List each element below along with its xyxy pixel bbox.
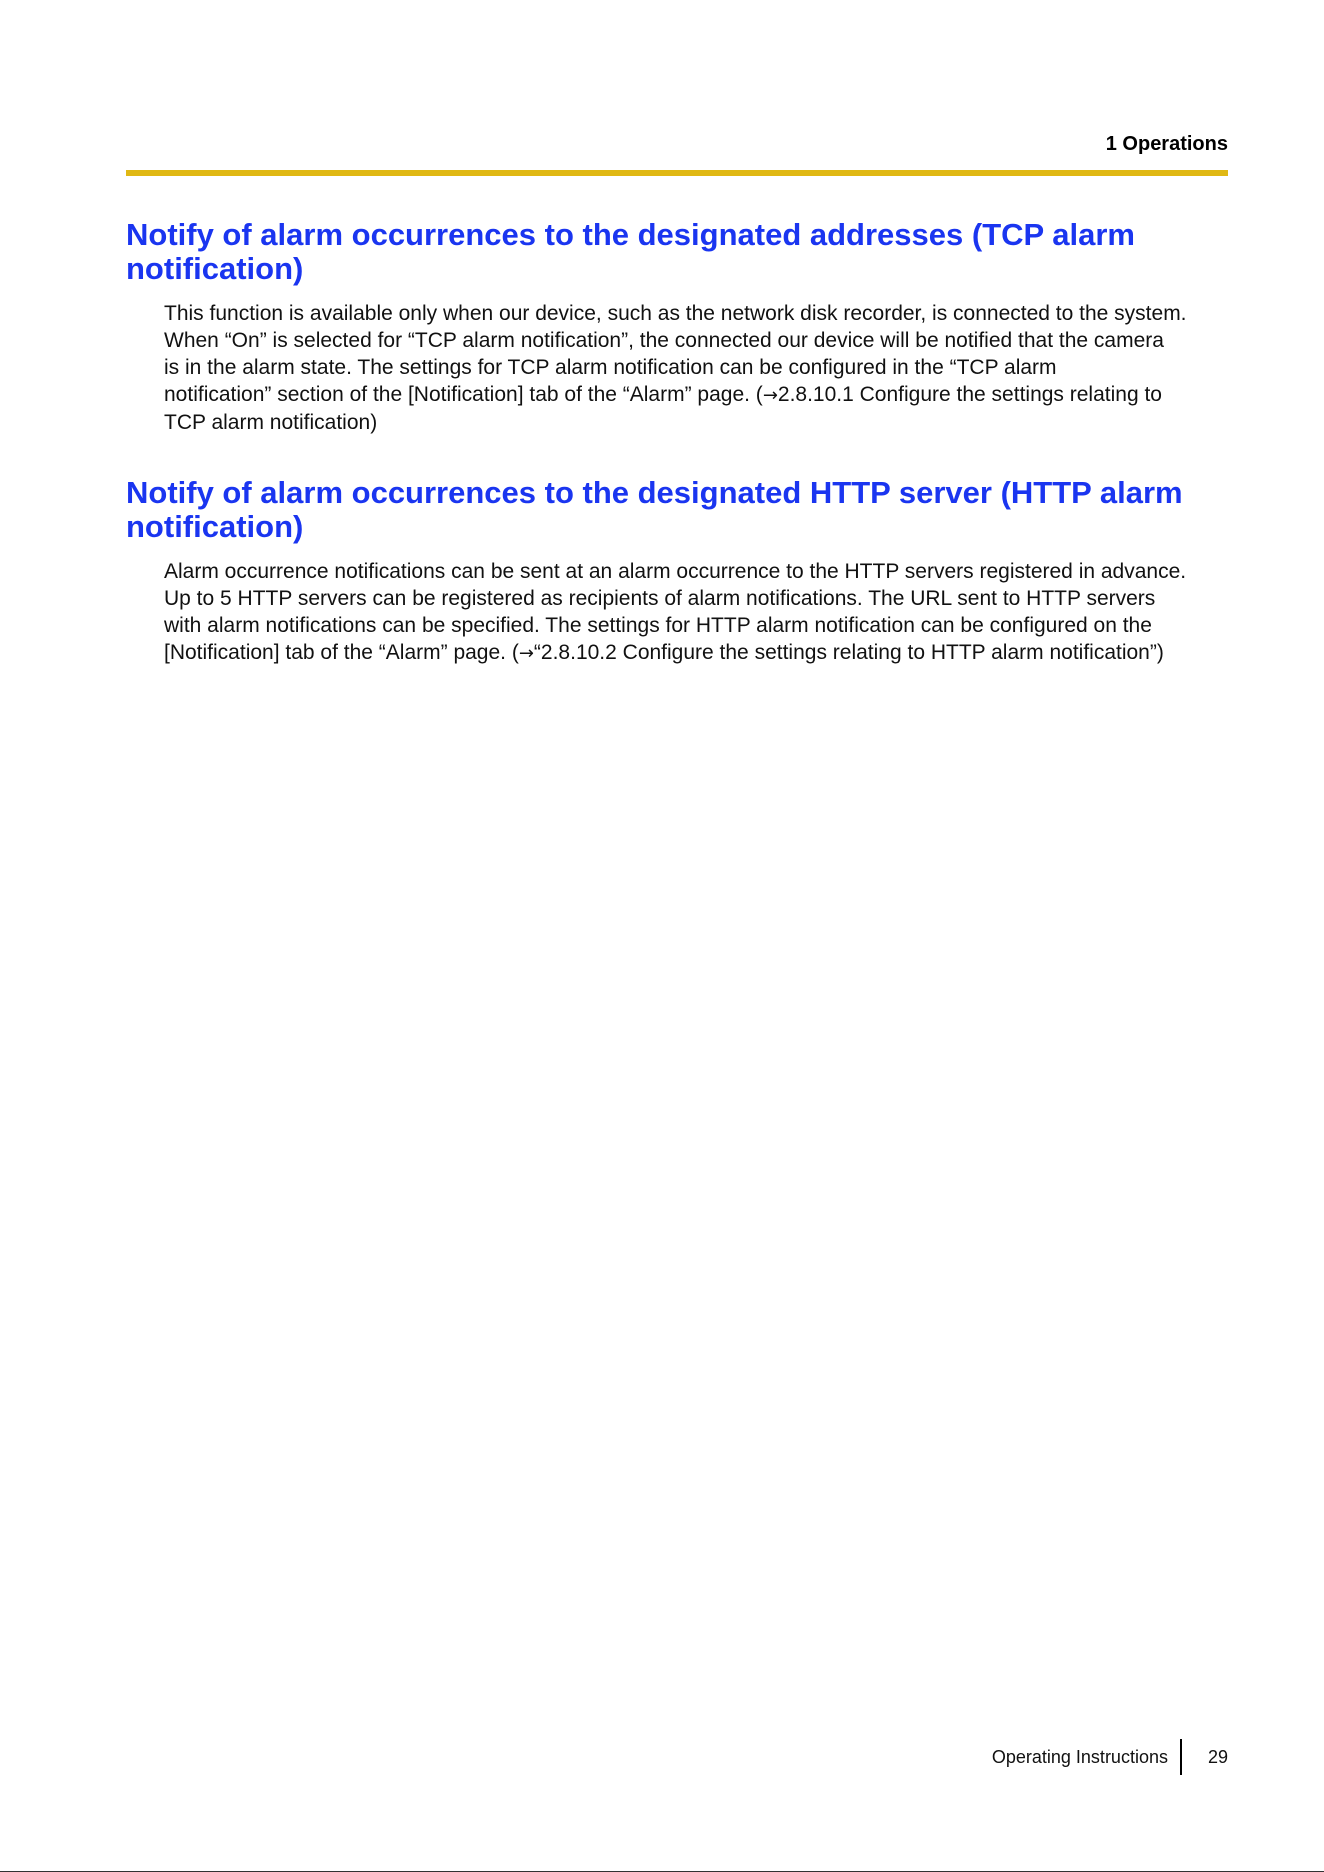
section-body-http bbox=[164, 558, 1232, 667]
section-title-line: notification) bbox=[126, 251, 304, 286]
body-line-with-reference bbox=[164, 381, 1232, 409]
chapter-header: 1 Operations bbox=[1105, 133, 1228, 155]
page-footer bbox=[992, 1739, 1228, 1775]
section-title-tcp bbox=[126, 218, 1236, 286]
section-title-line: Notify of alarm occurrences to the designated addresses (TCP alarm bbox=[126, 217, 1135, 252]
body-line: Up to 5 HTTP servers can be registered as recipients of alarm notifications. The URL sent to HTTP servers bbox=[164, 587, 1156, 610]
header-rule bbox=[126, 170, 1228, 176]
body-line: with alarm notifications can be specified. The settings for HTTP alarm notification can be configured on the bbox=[164, 614, 1152, 637]
footer-divider bbox=[1180, 1739, 1182, 1775]
section-body-tcp bbox=[164, 300, 1232, 436]
body-text: [Notification] tab of the “Alarm” page. ( bbox=[164, 641, 519, 664]
body-line: This function is available only when our device, such as the network disk recorder, is connected to the system. bbox=[164, 302, 1187, 325]
body-text: notification” section of the [Notification] tab of the “Alarm” page. ( bbox=[164, 383, 763, 406]
body-line: TCP alarm notification) bbox=[164, 411, 378, 434]
cross-reference-link[interactable]: “2.8.10.2 Configure the settings relating to HTTP alarm notification”) bbox=[533, 641, 1164, 664]
section-title-line: Notify of alarm occurrences to the designated HTTP server (HTTP alarm bbox=[126, 475, 1183, 510]
cross-reference-link[interactable]: 2.8.10.1 Configure the settings relating to bbox=[777, 383, 1162, 406]
footer-label: Operating Instructions bbox=[991, 1746, 1168, 1767]
section-title-http bbox=[126, 476, 1236, 544]
arrow-right-icon: → bbox=[518, 643, 534, 664]
body-line: is in the alarm state. The settings for TCP alarm notification can be configured in the “TCP alarm bbox=[164, 356, 1057, 379]
section-title-line: notification) bbox=[126, 509, 304, 544]
body-line-with-reference bbox=[164, 639, 1232, 667]
body-line: When “On” is selected for “TCP alarm notification”, the connected our device will be notified that the camera bbox=[164, 329, 1164, 352]
body-line: Alarm occurrence notifications can be sent at an alarm occurrence to the HTTP servers registered in advance. bbox=[164, 560, 1187, 583]
page-number: 29 bbox=[1207, 1746, 1228, 1767]
arrow-right-icon: → bbox=[762, 385, 778, 406]
